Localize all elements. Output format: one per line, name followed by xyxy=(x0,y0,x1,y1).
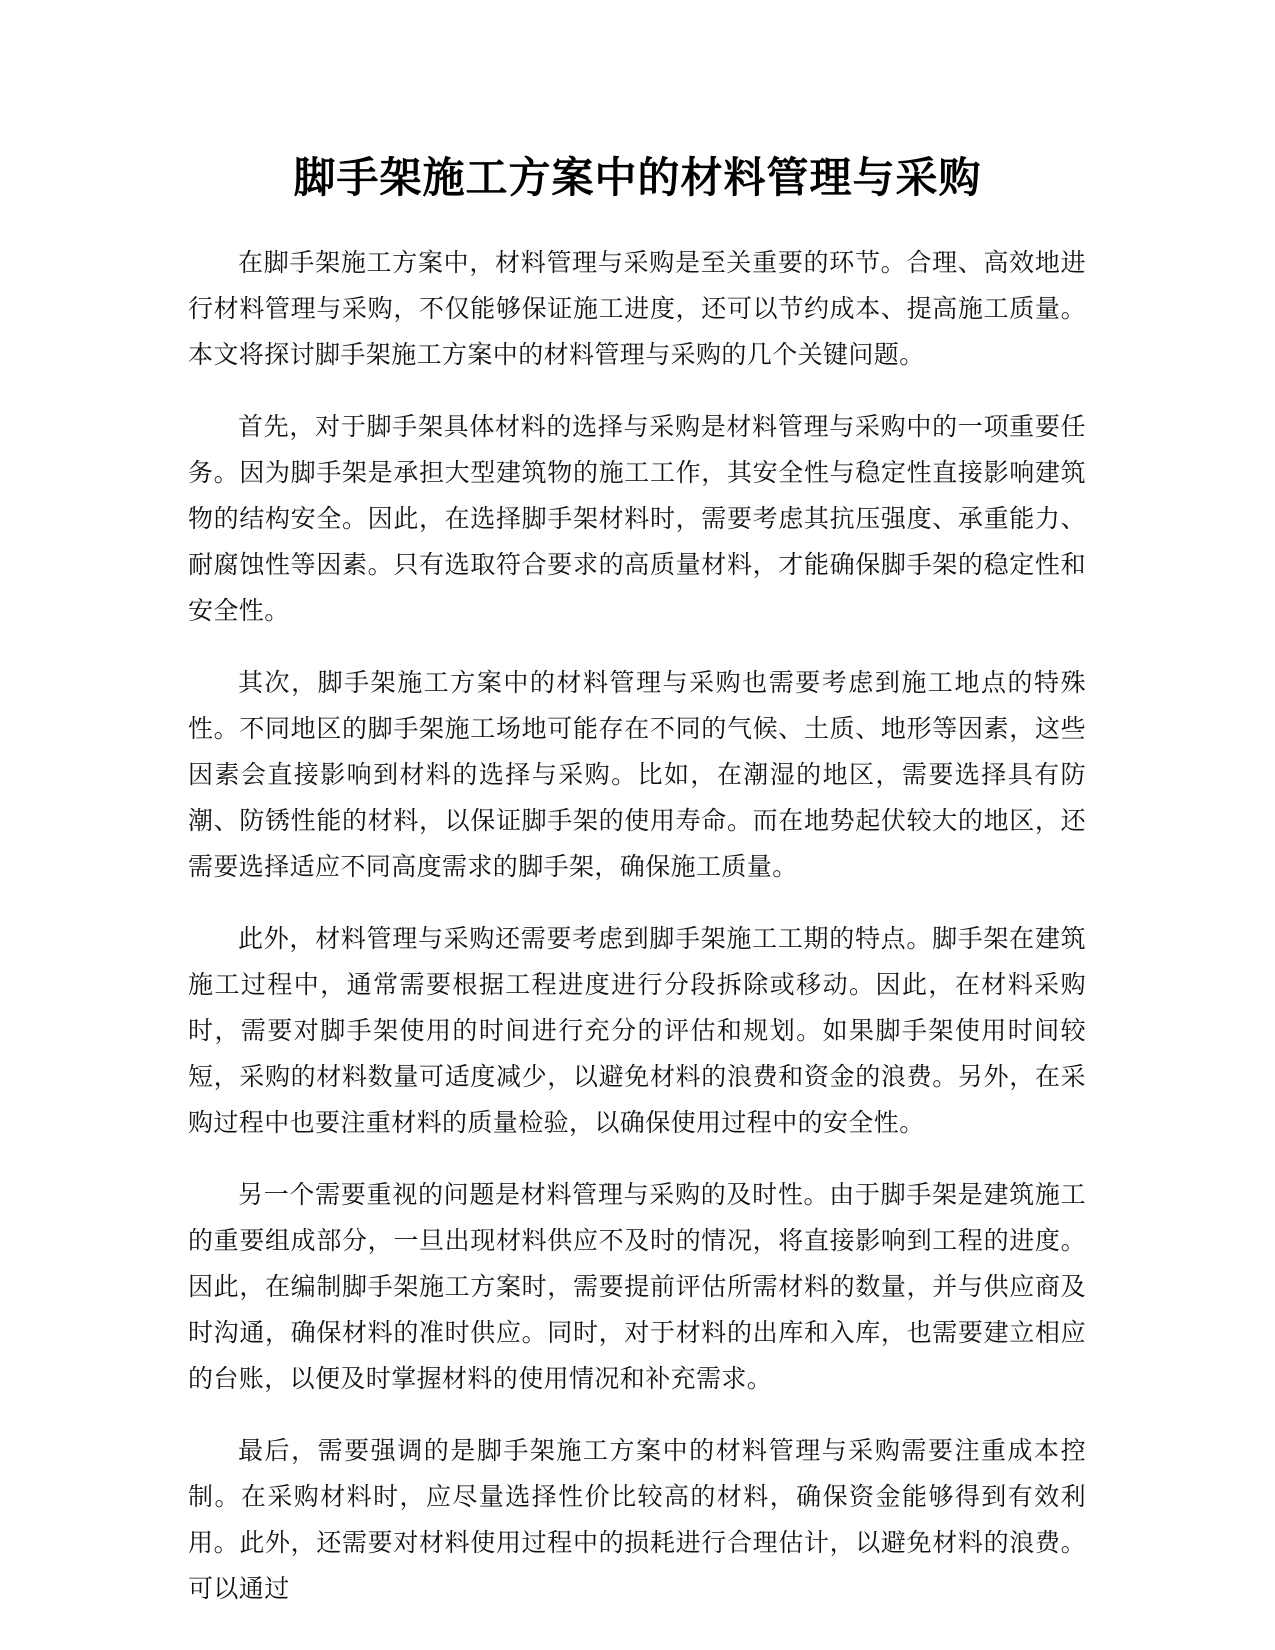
paragraph-4: 此外，材料管理与采购还需要考虑到脚手架施工工期的特点。脚手架在建筑施工过程中，通常需要根据工程进度进行分段拆除或移动。因此，在材料采购时，需要对脚手架使用的时间进行充分的评估和规划。如果脚手架使用时间较短，采购的材料数量可适度减少，以避免材料的浪费和资金的浪费。另外，在采购过程中也要注重材料的质量检验，以确保使用过程中的安全性。 xyxy=(188,924,1086,1137)
paragraph-3: 其次，脚手架施工方案中的材料管理与采购也需要考虑到施工地点的特殊性。不同地区的脚手架施工场地可能存在不同的气候、土质、地形等因素，这些因素会直接影响到材料的选择与采购。比如，在潮湿的地区，需要选择具有防潮、防锈性能的材料，以保证脚手架的使用寿命。而在地势起伏较大的地区，还需要选择适应不同高度需求的脚手架，确保施工质量。 xyxy=(188,668,1086,881)
paragraph-5: 另一个需要重视的问题是材料管理与采购的及时性。由于脚手架是建筑施工的重要组成部分，一旦出现材料供应不及时的情况，将直接影响到工程的进度。因此，在编制脚手架施工方案时，需要提前评估所需材料的数量，并与供应商及时沟通，确保材料的准时供应。同时，对于材料的出库和入库，也需要建立相应的台账，以便及时掌握材料的使用情况和补充需求。 xyxy=(188,1180,1086,1393)
document-title: 脚手架施工方案中的材料管理与采购 xyxy=(293,153,982,202)
paragraph-1: 在脚手架施工方案中，材料管理与采购是至关重要的环节。合理、高效地进行材料管理与采购，不仅能够保证施工进度，还可以节约成本、提高施工质量。本文将探讨脚手架施工方案中的材料管理与采购的几个关键问题。 xyxy=(188,248,1086,369)
document-body xyxy=(188,240,1086,1638)
paragraph-2: 首先，对于脚手架具体材料的选择与采购是材料管理与采购中的一项重要任务。因为脚手架是承担大型建筑物的施工工作，其安全性与稳定性直接影响建筑物的结构安全。因此，在选择脚手架材料时，需要考虑其抗压强度、承重能力、耐腐蚀性等因素。只有选取符合要求的高质量材料，才能确保脚手架的稳定性和安全性。 xyxy=(188,412,1086,625)
paragraph-6: 最后，需要强调的是脚手架施工方案中的材料管理与采购需要注重成本控制。在采购材料时，应尽量选择性价比较高的材料，确保资金能够得到有效利用。此外，还需要对材料使用过程中的损耗进行合理估计，以避免材料的浪费。可以通过 xyxy=(188,1436,1086,1603)
